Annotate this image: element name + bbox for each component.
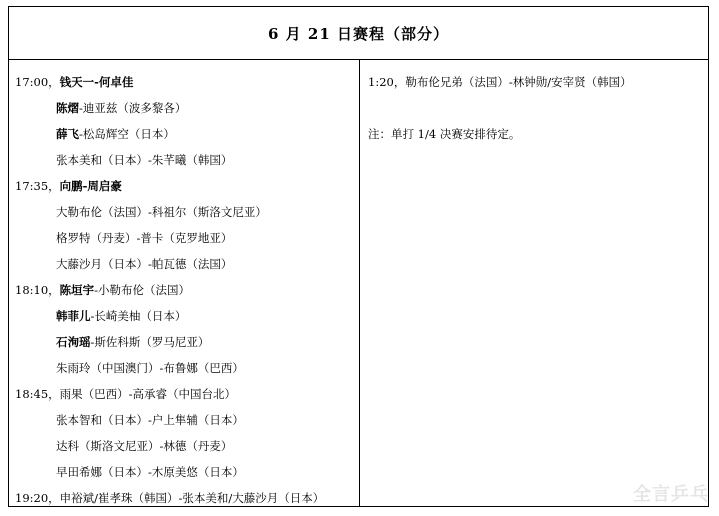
match-text: 格罗特（丹麦）-普卡（克罗地亚） — [56, 231, 233, 245]
time-label: 18:10， — [15, 283, 60, 297]
match-text: 雨果（巴西）-高承睿（中国台北） — [59, 387, 237, 401]
schedule-row — [56, 95, 186, 121]
match-text: 张本美和（日本）-朱芊曦（韩国） — [56, 153, 233, 167]
match-text: 达科（斯洛文尼亚）-林德（丹麦） — [56, 439, 233, 453]
chinese-player: 韩菲儿 — [56, 309, 91, 323]
schedule-row — [56, 199, 267, 225]
schedule-row — [56, 433, 232, 459]
opponent: -松岛辉空（日本） — [79, 127, 175, 141]
schedule-table — [8, 6, 709, 507]
schedule-row — [56, 459, 244, 485]
opponent: -斯佐科斯（罗马尼亚） — [90, 335, 210, 349]
right-column — [360, 60, 708, 506]
schedule-row — [15, 381, 236, 407]
time-label: 17:00， — [15, 75, 60, 89]
opponent: -迪亚兹（波多黎各） — [79, 101, 187, 115]
match-text: 张本智和（日本）-户上隼辅（日本） — [56, 413, 244, 427]
table-title: 6 月 21 日赛程（部分） — [9, 7, 708, 60]
match-text: 申裕斌/崔孝珠（韩国）-张本美和/大藤沙月（日本） — [59, 491, 325, 505]
time-label: 19:20， — [15, 491, 60, 505]
match-players: 向鹏-周启豪 — [59, 179, 122, 193]
schedule-row — [56, 225, 232, 251]
opponent: -长崎美柚（日本） — [90, 309, 187, 323]
chinese-player: 石洵瑶 — [56, 335, 91, 349]
schedule-row — [56, 355, 244, 381]
schedule-row — [56, 251, 232, 277]
chinese-player: 陈熠 — [56, 101, 79, 115]
schedule-row — [15, 173, 122, 199]
schedule-row — [56, 147, 232, 173]
match-text: 大藤沙月（日本）-帕瓦德（法国） — [56, 257, 233, 271]
time-label: 18:45， — [15, 387, 60, 401]
match-players: 钱天一-何卓佳 — [59, 75, 134, 89]
match-text: 大勒布伦（法国）-科祖尔（斯洛文尼亚） — [56, 205, 267, 219]
note-text: 注：单打 1/4 决赛安排待定。 — [368, 127, 521, 141]
schedule-row — [15, 69, 133, 95]
schedule-row — [56, 303, 186, 329]
opponent: -小勒布伦（法国） — [94, 283, 191, 297]
schedule-row — [15, 485, 324, 511]
schedule-row — [56, 329, 209, 355]
schedule-row — [15, 277, 190, 303]
chinese-player: 陈垣宇 — [59, 283, 95, 297]
left-column — [9, 60, 360, 506]
watermark-logo: 全言乒乓 — [633, 484, 709, 505]
chinese-player: 薛飞 — [56, 127, 79, 141]
match-text: 早田希娜（日本）-木原美悠（日本） — [56, 465, 244, 479]
schedule-row: 1:20，勒布伦兄弟（法国）-林钟勋/安宰贤（韩国） — [368, 75, 632, 89]
schedule-row — [56, 407, 244, 433]
time-label: 17:35， — [15, 179, 60, 193]
match-text: 朱雨玲（中国澳门）-布鲁娜（巴西） — [56, 361, 244, 375]
schedule-row — [56, 121, 175, 147]
